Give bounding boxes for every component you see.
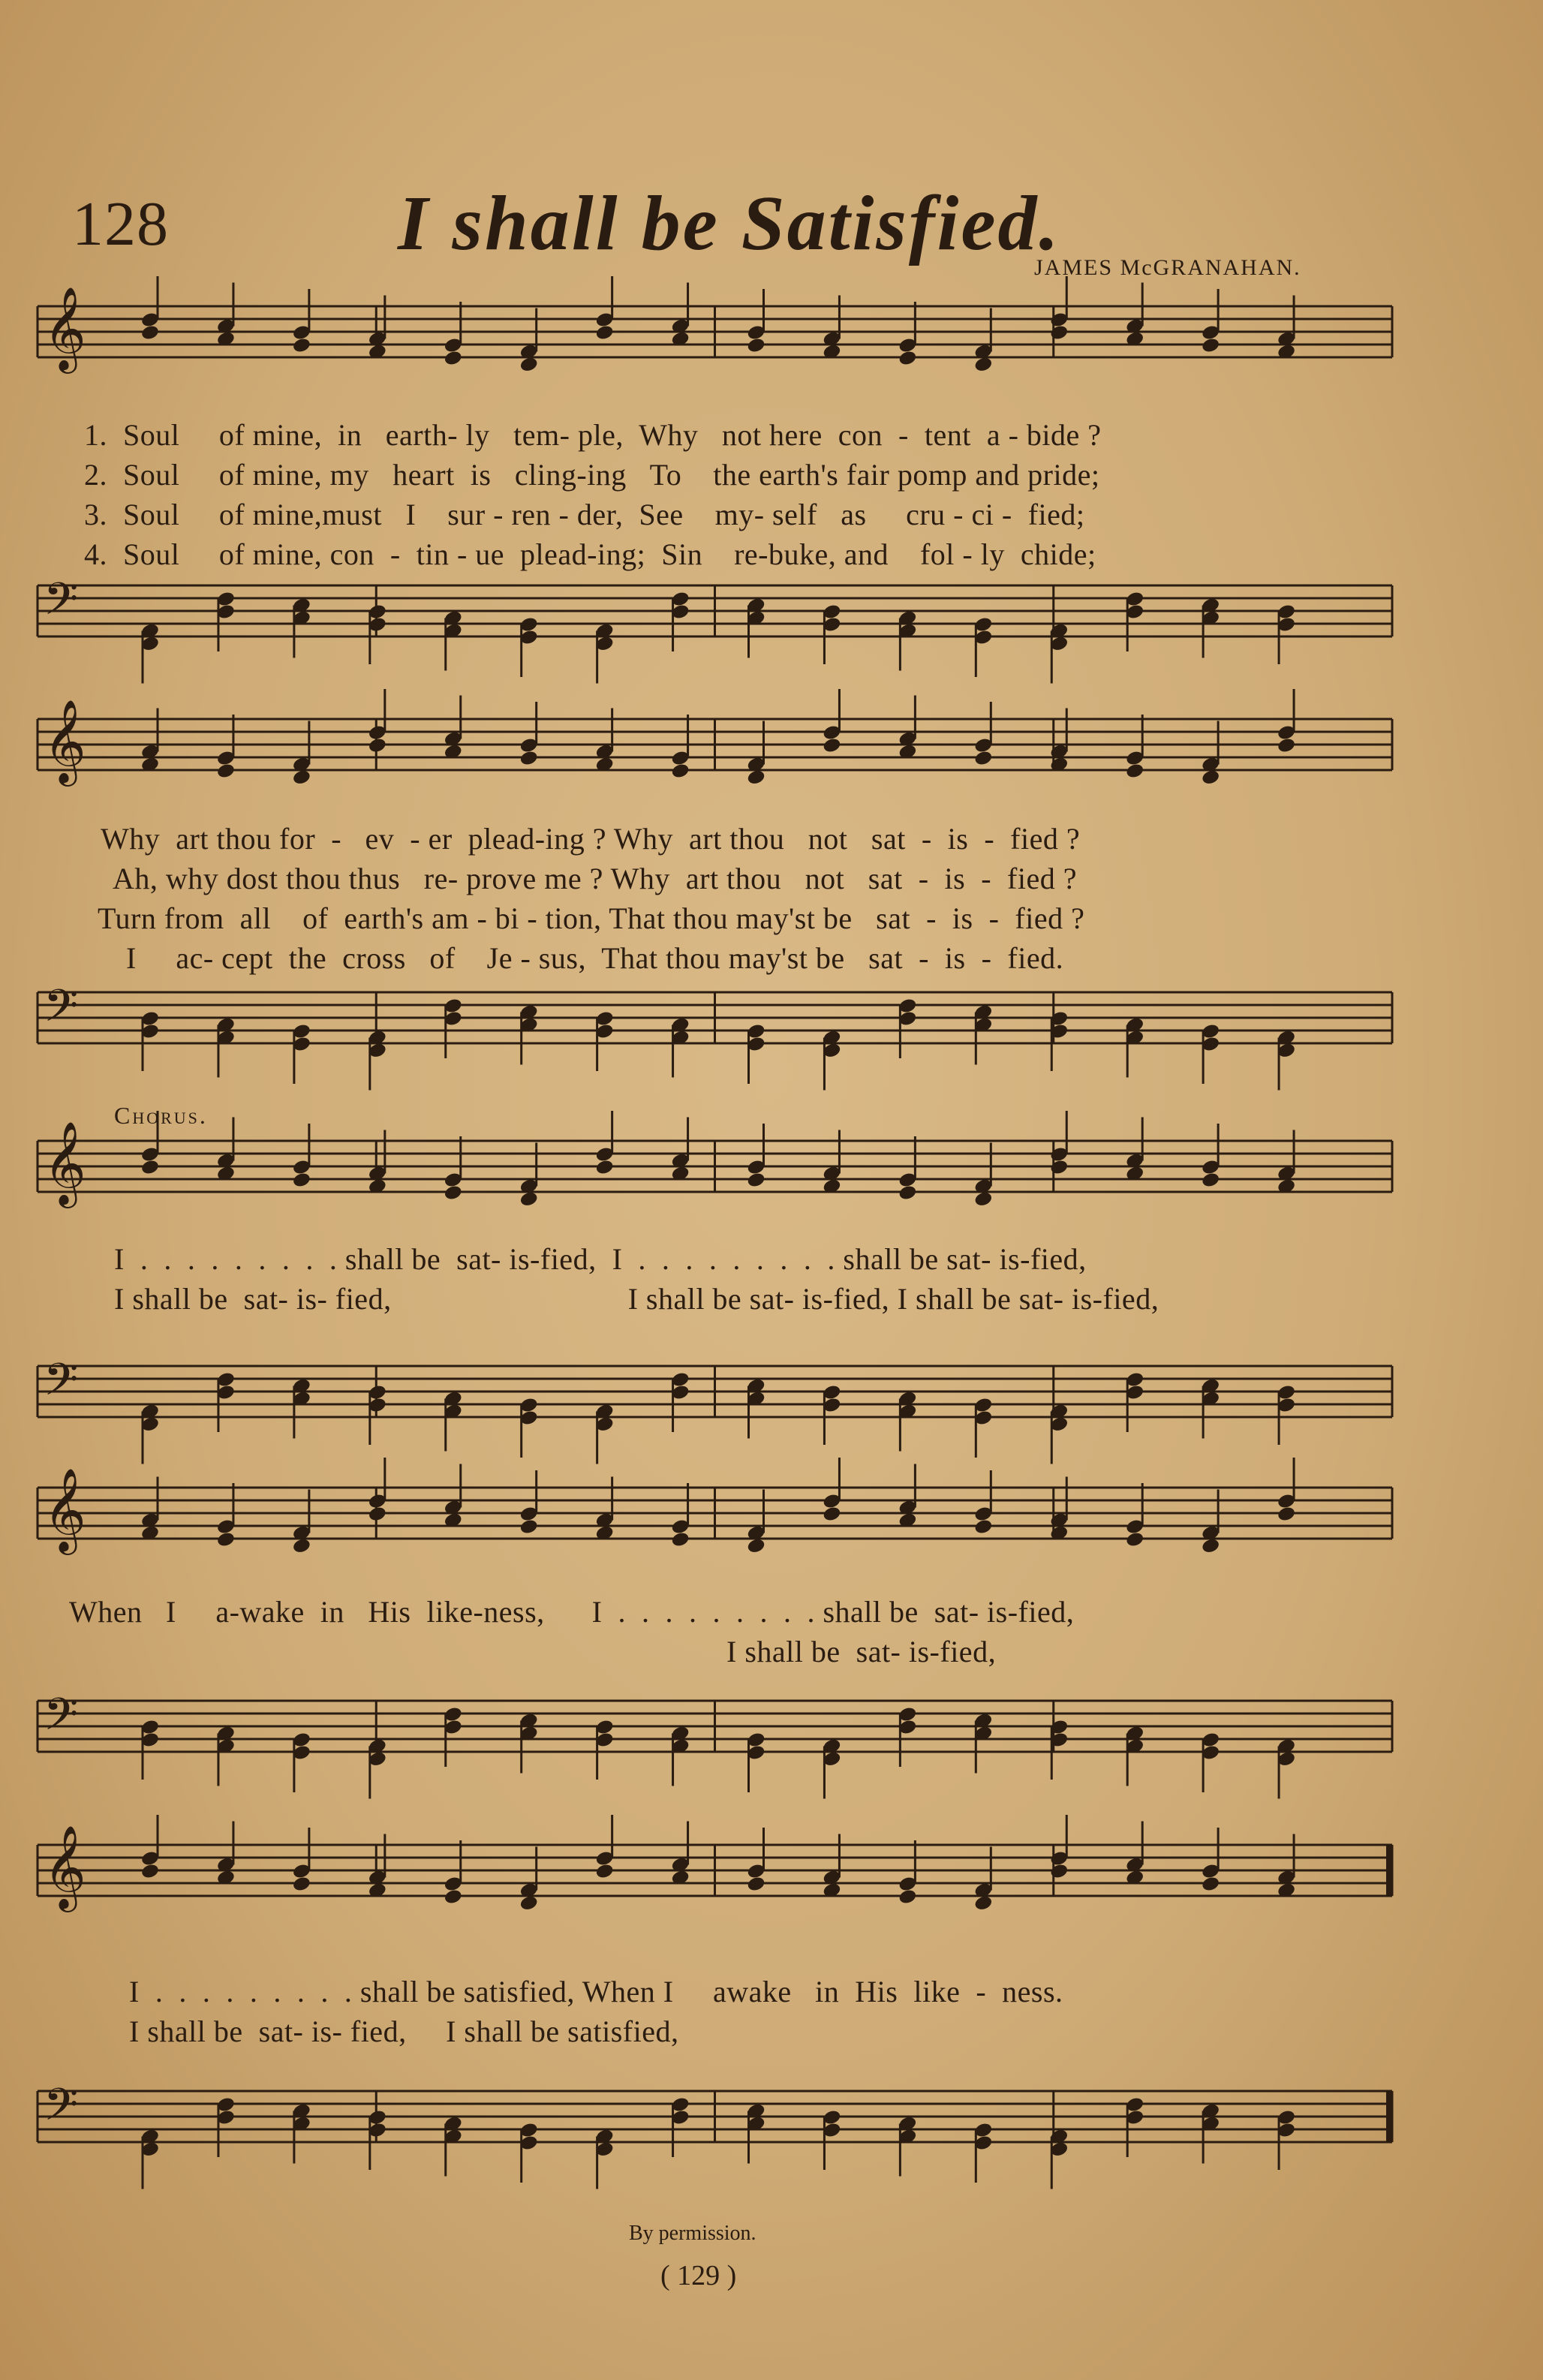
note-head: [292, 1172, 311, 1189]
note-head: [519, 356, 539, 373]
note-head: [746, 1172, 765, 1189]
hymn-number: 128: [72, 189, 169, 259]
note-head: [519, 750, 539, 767]
note-head: [140, 1863, 160, 1880]
verse-4-line-2: I ac- cept the cross of Je - sus, That thou may'st be sat - is - fied.: [126, 941, 1064, 975]
bass-clef-icon: 𝄢: [44, 1353, 79, 1416]
hymn-title: I shall be Satisfied.: [398, 180, 1061, 266]
note-head: [368, 737, 387, 754]
treble-clef-icon: 𝄞: [44, 1121, 86, 1205]
chorus-line-3-top: I . . . . . . . . . shall be satisfied, When I awake in His like - ness.: [129, 1975, 1063, 2008]
note-head: [368, 1506, 387, 1523]
note-head: [595, 1863, 615, 1880]
note-head: [444, 350, 463, 367]
bass-clef-icon: 𝄢: [44, 573, 79, 636]
chorus-line-2-top: When I a-wake in His like-ness, I . . . . . . . . . shall be sat- is-fied,: [69, 1595, 1075, 1629]
bass-clef-icon: 𝄢: [44, 979, 79, 1043]
note-head: [292, 769, 311, 786]
page-number: ( 129 ): [660, 2260, 737, 2291]
final-bar: [1386, 2091, 1392, 2142]
chorus-line-2-bottom: I shall be sat- is-fied,: [726, 1635, 997, 1668]
note-head: [973, 1894, 993, 1912]
note-head: [519, 1518, 539, 1536]
composer-credit: JAMES McGRANAHAN.: [1034, 255, 1301, 280]
note-head: [1201, 1172, 1220, 1189]
note-head: [292, 1876, 311, 1893]
treble-clef-icon: 𝄞: [44, 1467, 86, 1551]
verse-3-line-1: 3. Soul of mine,must I sur - ren - der, See my- self as cru - ci - fied;: [84, 498, 1085, 531]
note-head: [1125, 763, 1144, 780]
note-head: [670, 763, 690, 780]
note-head: [973, 1190, 993, 1208]
verse-2-line-2: Ah, why dost thou thus re- prove me ? Why art thou not sat - is - fied ?: [113, 862, 1077, 895]
verse-1-line-1: 1. Soul of mine, in earth- ly tem- ple, Why not here con - tent a - bide ?: [84, 418, 1102, 452]
treble-clef-icon: 𝄞: [44, 286, 86, 370]
note-head: [595, 1159, 615, 1176]
note-head: [140, 1159, 160, 1176]
note-head: [973, 1518, 993, 1536]
note-head: [1201, 337, 1220, 354]
permission-note: By permission.: [629, 2222, 756, 2245]
note-head: [746, 769, 765, 786]
final-bar: [1386, 1845, 1392, 1896]
note-head: [746, 337, 765, 354]
note-head: [1201, 769, 1220, 786]
chorus-line-1-top: I . . . . . . . . . shall be sat- is-fied, I . . . . . . . . . shall be sat- is-fied,: [114, 1242, 1087, 1276]
verse-1-line-2: Why art thou for - ev - er plead-ing ? Why art thou not sat - is - fied ?: [101, 822, 1081, 856]
note-head: [519, 1894, 539, 1912]
note-head: [973, 356, 993, 373]
note-head: [1049, 1863, 1069, 1880]
note-head: [216, 1531, 236, 1548]
note-head: [595, 324, 615, 342]
note-head: [973, 750, 993, 767]
verse-2-line-1: 2. Soul of mine, my heart is cling-ing To the earth's fair pomp and pride;: [84, 458, 1100, 492]
note-head: [670, 1531, 690, 1548]
note-head: [898, 1184, 917, 1202]
note-head: [1049, 1159, 1069, 1176]
note-head: [1201, 1537, 1220, 1554]
chorus-label: Chorus.: [114, 1102, 208, 1129]
verse-3-line-2: Turn from all of earth's am - bi - tion, That thou may'st be sat - is - fied ?: [98, 901, 1085, 935]
verse-4-line-1: 4. Soul of mine, con - tin - ue plead-ing; Sin re-buke, and fol - ly chide;: [84, 537, 1096, 571]
note-head: [1277, 1506, 1296, 1523]
note-head: [822, 1506, 841, 1523]
note-head: [140, 324, 160, 342]
treble-clef-icon: 𝄞: [44, 1825, 86, 1909]
note-head: [519, 1190, 539, 1208]
note-head: [292, 1537, 311, 1554]
note-head: [444, 1888, 463, 1906]
note-head: [1201, 1876, 1220, 1893]
note-head: [898, 350, 917, 367]
note-head: [898, 1888, 917, 1906]
note-head: [746, 1537, 765, 1554]
note-head: [746, 1876, 765, 1893]
note-head: [1049, 324, 1069, 342]
note-head: [822, 737, 841, 754]
note-head: [216, 763, 236, 780]
note-head: [1277, 737, 1296, 754]
chorus-line-1-bottom: I shall be sat- is- fied, I shall be sat- is-fied, I shall be sat- is-fied,: [114, 1282, 1160, 1316]
bass-clef-icon: 𝄢: [44, 2078, 79, 2141]
note-head: [292, 337, 311, 354]
bass-clef-icon: 𝄢: [44, 1688, 79, 1751]
treble-clef-icon: 𝄞: [44, 699, 86, 783]
note-head: [1125, 1531, 1144, 1548]
chorus-line-3-bottom: I shall be sat- is- fied, I shall be satisfied,: [129, 2014, 679, 2048]
note-head: [444, 1184, 463, 1202]
